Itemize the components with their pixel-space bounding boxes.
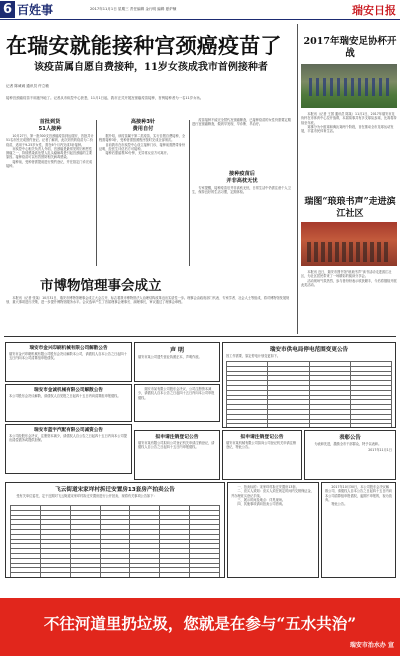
notice-body: 本公司经股东会决议，注册资本减少，请债权人自公告之日起四十五日内向本公司提出清偿债务或提供担保。 xyxy=(9,434,127,443)
notice-box xyxy=(134,342,220,382)
page-number: 6 xyxy=(2,2,13,17)
notice-body: 瑞安市某机械有限公司拟向公司登记机关申请注销登记，特此公告。 xyxy=(226,441,297,450)
sports-photo xyxy=(301,64,397,108)
lead-intro: 接种宫颈癌疫苗不用跑外地了。记者从市疾控中心获悉，11月1日起，我市正式开展宫颈癌疫苗接种，首例接种者为一名11岁女孩。 xyxy=(6,96,204,100)
notice-title: 瑞安市金兴印刷机械有限公司解散公告 xyxy=(29,346,108,351)
notice-date: 2017年11月1日 xyxy=(368,448,392,453)
notice-body: 因工作需要，原定停电计划变更如下。 xyxy=(226,354,281,358)
col1-subheading: 51人接种 xyxy=(38,126,62,132)
notice-box xyxy=(5,424,132,474)
col3-body-bottom: 专家提醒，接种疫苗后并非高枕无忧，日常生活中仍需注意个人卫生，保持良好的生活习惯，定期体检。 xyxy=(192,186,291,195)
section-name: 百姓事 xyxy=(17,3,54,17)
banner-sponsor: 瑞安市治水办 宣 xyxy=(349,642,394,649)
players-figure-icon xyxy=(309,78,389,96)
notice-box xyxy=(5,384,132,422)
museum-headline: 市博物馆理事会成立 xyxy=(40,278,162,294)
notice-box xyxy=(222,342,396,428)
notice-body: 瑞安市某有限公司拟向公司登记机关申请注销登记，请债权人自公告之日起四十五日内申报债权。 xyxy=(138,441,215,450)
misc-notice-box xyxy=(321,482,396,578)
lead-headline: 在瑞安就能接种宫颈癌疫苗了 xyxy=(6,33,282,58)
bottom-banner xyxy=(0,598,400,656)
col-divider xyxy=(189,120,190,266)
notice-title: 表彰公告 xyxy=(339,435,361,441)
notice-body-text: 瑞安市某有限公司股东会决议，公司注册资本减少，请债权人自本公告之日起四十五日内向本公司申报债权。 xyxy=(138,387,215,400)
misc-notice-text: 2017年10月30日，本公司股东会决议解散公司，请债权人自本公告之日起四十五日内向本公司清算组申报债权，逾期不申报的，视为放弃。 特此公告。 xyxy=(325,485,392,507)
sports-body-text: 本报讯（记者 王国 通讯员 陈某）11月1日，2017年瑞安市足协杯在市体育中心拉开战幕，本届赛事共有多支球队参赛，比赛将持续至年底。 赛事分为小组赛和淘汰赛两个阶段，旨在推动全市足球运动发展，丰富市民体育生活。 xyxy=(301,112,397,134)
notice-title: 瑞安市金诚机械有限公司解散公告 xyxy=(34,388,103,393)
auction-terms-box xyxy=(227,482,319,578)
outage-table xyxy=(226,361,392,428)
notice-box xyxy=(304,430,396,480)
auction-table xyxy=(10,505,220,578)
sports-headline: 2017年瑞安足协杯开战 xyxy=(303,36,397,59)
page-number-badge xyxy=(0,1,15,18)
col-divider xyxy=(96,120,97,266)
paper-name: 瑞安日报 xyxy=(352,4,396,17)
col3-subheading: 并非高枕无忧 xyxy=(226,178,258,184)
housing-notice-title: 飞云街道宋家垟村拆迁安置房13套房产拍卖公告 xyxy=(55,487,175,493)
col3-heading: 接种疫苗后 xyxy=(229,171,255,177)
notice-body-text: 为表彰先进，激励全市干部群众，特予以表彰。 xyxy=(308,442,382,446)
masthead-rule xyxy=(0,19,400,20)
banner-slogan: 不往河道里扔垃圾，您就是在参与“五水共治” xyxy=(43,614,357,633)
col1-body-text: 10月27日，第一批300支宫颈癌疫苗到达瑞安，首批共计51名市民完成预约登记。记者了解到，此次到货的疫苗为二价疫苗，适用于9-25岁女性，需在6个月内完成3针接种。 市疾控中心相关负责人介绍，宫颈癌是最常见的妇科恶性肿瘤之一，持续感染高危型人乳头瘤病毒是引起宫颈癌的主要原因。接种疫苗可以有效预防相关病毒感染。 接种前，受种者需提前进行预约登记，并在指定门诊完成接种。 xyxy=(6,134,94,169)
lead-col1 xyxy=(6,118,94,266)
right-column-divider xyxy=(297,24,298,334)
culture-body-text: 本报讯 近日，瑞安市图书馆“琅琅书声”读书活动走进滨江社区，为社区居民带来了一场精彩的阅读分享会。 活动现场气氛热烈，参与者纷纷表示收获颇丰，今后将继续开展此类活动。 xyxy=(301,270,397,287)
housing-notice-intro: 受有关单位委托，定于近期对飞云街道宋家垟村拆迁安置房进行公开拍卖，现将有关事项公告如下： xyxy=(10,494,157,498)
notice-title: 瑞安市供电局停电范围变更公告 xyxy=(269,347,349,353)
audience-figure-icon xyxy=(307,242,391,262)
culture-photo xyxy=(301,222,397,266)
notice-box xyxy=(222,430,302,480)
museum-body-text: 本报讯（记者 张某）10月31日，瑞安市博物馆理事会成立大会召开，标志着我市博物馆法人治理结构改革迈出实质性一步。理事会由政府部门代表、专家学者、社会人士等组成，将对博物馆发展规划、重大事项进行决策，进一步提升博物馆服务水平。会议选举产生了首届理事会理事长、副理事长，审议通过了理事会章程。 xyxy=(6,296,290,305)
lead-col3 xyxy=(192,118,292,266)
notice-title: 拟申请注销登记公告 xyxy=(240,435,284,440)
masthead xyxy=(0,0,400,19)
notice-body: 瑞安市某公司遗失营业执照正本，声明作废。 xyxy=(138,355,202,359)
notice-title: 拟申请注销登记公告 xyxy=(155,435,199,440)
notice-title: 瑞安市蓝宇汽配有限公司减资公告 xyxy=(34,428,103,433)
col1-heading: 首批到货 xyxy=(39,119,61,125)
notice-box xyxy=(134,384,220,422)
lead-col2 xyxy=(99,118,187,266)
col2-body-text: 据介绍，该疫苗属于第二类疫苗，实行自愿自费接种，全程需接种3针，受种者需按照程序按时完成全部剂次。 目前我市在市疾控中心设立接种门诊，接种前需携带身份证明，经医生评估后方可接种。 接种后需留观30分钟，无异常反应方可离开。 xyxy=(99,134,186,156)
notice-body: 瑞安市金兴印刷机械有限公司股东会决议解散本公司，请债权人自本公告之日起四十五日内向本公司清算组申报债权。 xyxy=(9,352,127,361)
notice-box xyxy=(5,342,132,382)
notice-title: 声 明 xyxy=(169,347,185,354)
col2-subheading: 费用自付 xyxy=(132,126,154,132)
col2-heading: 高接种3针 xyxy=(130,119,156,125)
notice-body: 本公司股东会决议解散，请债权人自见报之日起四十五日内向清算组申报债权。 xyxy=(9,394,121,398)
col3-body-top: 疫苗接种不能完全替代宫颈癌筛查，已接种疫苗的女性仍需要定期进行宫颈癌筛查，做到早发现、早诊断、早治疗。 xyxy=(192,118,291,127)
housing-notice-box xyxy=(5,482,225,578)
date-line: 2017年11月1日 星期三 责任编辑 金行明 编辑 夏炉棣 xyxy=(90,7,177,11)
culture-headline: 瑞图“琅琅书声”走进滨江社区 xyxy=(304,197,396,219)
lead-byline: 记者 陈诚诚 通讯员 许立敏 xyxy=(6,84,49,88)
lead-subheadline: 该疫苗属自愿自费接种，11岁女孩成我市首例接种者 xyxy=(34,62,268,73)
notice-box xyxy=(134,430,220,480)
section-rule xyxy=(4,336,396,337)
auction-terms-text: 一、拍卖标的：宋家垟村拆迁安置房13套。 二、竞买人须知：竞买人须在规定时间内交纳保证金，并办理竞买登记手续。 三、展示时间及地点：详见现场。 四、其他事项请向拍卖公司咨询。 xyxy=(231,485,314,507)
